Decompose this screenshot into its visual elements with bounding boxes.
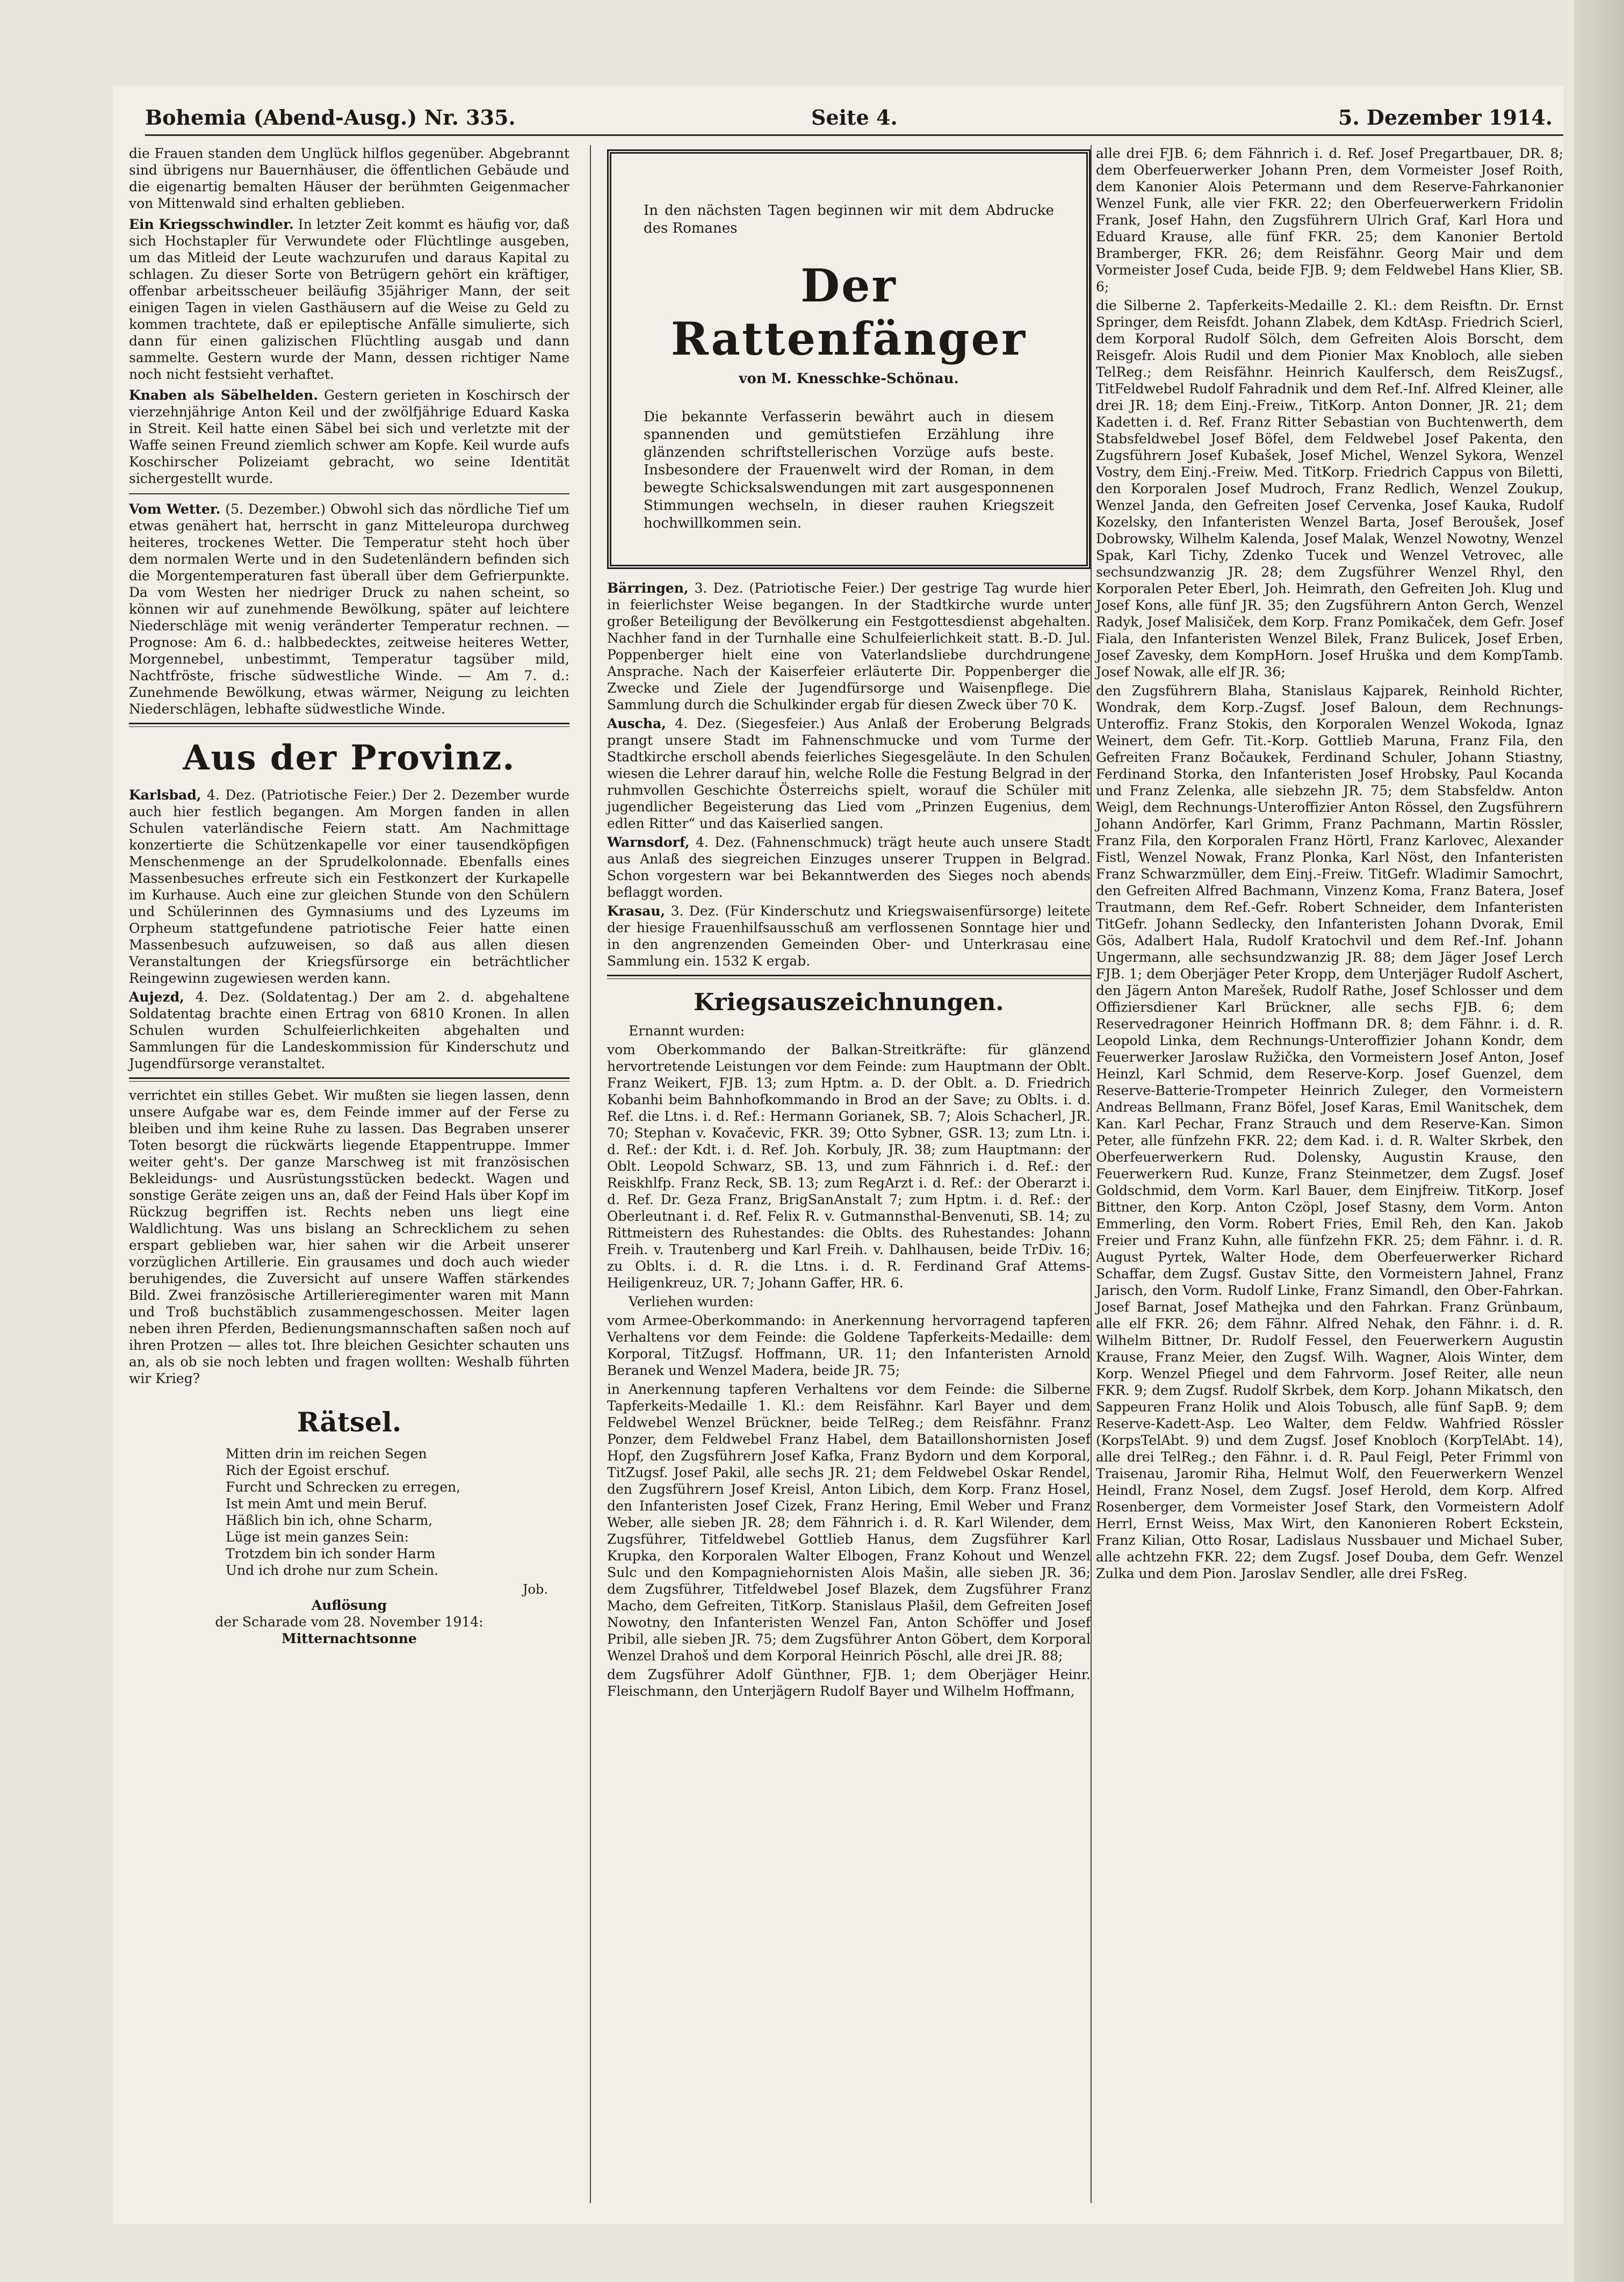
page-edge-shadow [1574, 0, 1624, 2282]
header-page-number: Seite 4. [811, 105, 898, 129]
article-kicker: Bärringen, [607, 580, 689, 596]
article-body: 3. Dez. (Patriotische Feier.) Der gestrige Tag wurde hier in feierlichster Weise begangen. In der Stadtkirche wurde unter großer Beteiligung der Bevölkerung ein Festgottesdienst abgehalten. Nachher fand in der Turnhalle eine Schulfeierlichkeit statt. B.-D. Jul. Poppenberger hielt eine von Vaterlandsliebe durchdrungene Ansprache. Nach der Kaiserfeier erläuterte Dir. Poppenberger die Zwecke und Ziele der Jugendfürsorge und Waisenpflege. Die Sammlung durch die Schulkinder ergab für diesen Zweck über 70 K. [607, 580, 1091, 712]
solution-answer: Mitternachtsonne [282, 1631, 417, 1646]
separator [129, 493, 569, 494]
article-krasau [607, 903, 1091, 969]
article-continuation: die Frauen standen dem Unglück hilflos gegenüber. Abgebrannt sind übrigens nur Bauernhäuser, die öffentlichen Gebäude und die eigenartig bemalten Häuser der berühmten Geigenmacher von Mittenwald sind erhalten geblieben. [129, 146, 569, 211]
riddle-line: Furcht und Schrecken zu erregen, [226, 1479, 461, 1495]
article-weather [129, 501, 569, 717]
article-kicker: Knaben als Säbelhelden. [129, 387, 319, 403]
article-body: 3. Dez. (Für Kinderschutz und Kriegswaisenfürsorge) leitete der hiesige Frauenhilfsausschuß am verflossenen Sonntage hier und in den angrenzenden Gemeinden Ober- und Unterkrasau eine Sammlung ein. 1532 K ergab. [607, 903, 1091, 969]
header-date: 5. Dezember 1914. [1338, 105, 1553, 129]
solution-title: Auflösung [311, 1597, 387, 1613]
article-karlsbad [129, 787, 569, 987]
article-body: 4. Dez. (Siegesfeier.) Aus Anlaß der Eroberung Belgrads prangt unsere Stadt im Fahnenschmucke und vom Turme der Stadtkirche erscholl abends feierliches Siegesgeläute. In den Schulen wiesen die Lehrer darauf hin, welche Rolle die Festung Belgrad in der ruhmvollen Geschichte Österreichs spielt, worauf die Schüler mit jugendlicher Begeisterung das Lied vom „Prinzen Eugenius, dem edlen Ritter“ und das Kaiserlied sangen. [607, 716, 1091, 831]
awards-list-1: alle drei FJB. 6; dem Fähnrich i. d. Ref. Josef Pregartbauer, DR. 8; dem Oberfeuerwerker Johann Pren, dem Vormeister Josef Roith, dem Kanonier Alois Petermann und dem Reserve-Fahrkanonier Wenzel Funk, alle vier FKR. 22; den Oberfeuerwerkern Fridolin Frank, Josef Hahn, den Zugsführern Ulrich Graf, Karl Hora und Eduard Krause, alle fünf FKR. 25; dem Kanonier Bertold Bramberger, FKR. 26; dem Reisfähnr. Georg Mair und dem Vormeister Josef Cuda, beide FJB. 9; dem Feldwebel Hans Klier, SB. 6; [1096, 146, 1563, 294]
solution-line: der Scharade vom 28. November 1914: [215, 1614, 483, 1630]
riddle-line: Mitten drin im reichen Segen [226, 1446, 427, 1462]
header-paper-issue: Bohemia (Abend-Ausg.) Nr. 335. [145, 105, 516, 129]
article-boys [129, 387, 569, 487]
column-divider [1091, 145, 1092, 2203]
article-body: In letzter Zeit kommt es häufig vor, daß sich Hochstapler für Verwundete oder Flüchtlinge ausgeben, um das Mitleid der Leute wachzurufen und daraus Kapital zu schlagen. Zu dieser Sorte von Betrügern gehört ein kräftiger, offenbar arbeitsscheuer beiläufig 35jähriger Mann, der seit einigen Tagen in vielen Gasthäusern auf die Weise zu Geld zu kommen trachtete, daß er epileptische Anfälle simulierte, sich dann für einen galizischen Flüchtling ausgab und dann sammelte. Gestern wurde der Mann, dessen richtiger Name noch nicht festsieht verhaftet. [129, 217, 569, 382]
article-auscha [607, 715, 1091, 832]
column-1 [129, 145, 569, 1647]
column-divider [590, 145, 591, 2203]
article-kicker: Krasau, [607, 903, 666, 919]
article-warnsdorf [607, 834, 1091, 901]
riddle-line: Häßlich bin ich, ohne Scharm, [226, 1513, 433, 1528]
awards-list-2: die Silberne 2. Tapferkeits-Medaille 2. Kl.: dem Reisftn. Dr. Ernst Springer, dem Reisfdt. Johann Zlabek, dem KdtAsp. Friedrich Scierl, dem Korporal Rudolf Sölch, dem Gefreiten Alois Borscht, dem Reisgefr. Alois Rudil und dem Pionier Max Knobloch, alle sieben TelReg.; dem Reisfähnr. Heinrich Kaulfersch, dem ReisZugsf., TitFeldwebel Rudolf Fahradnik und dem Ref.-Inf. Alfred Kleiner, alle drei JR. 18; dem Einj.-Freiw., TitKorp. Anton Donner, JR. 21; dem Kadetten i. d. Ref. Franz Ritter Sebastian von Buchtenwerth, dem Stabsfeldwebel Josef Böfel, dem Feldwebel Josef Pakenta, den Zugsführern Josef Kubašek, Josef Michel, Wenzel Sykora, Wenzel Vostry, dem Einj.-Freiw. Med. TitKorp. Friedrich Cappus von Biletti, den Korporalen Josef Mudroch, Franz Redlich, Wenzel Zoukup, Wenzel Janda, den Gefreiten Josef Cervenka, Josef Kauka, Rudolf Kozelsky, den Infanteristen Wenzel Barta, Josef Beroušek, Josef Dobrowsky, Wilhelm Kalenda, Josef Malak, Wenzel Nowotny, Wenzel Spak, Karl Tichy, Zdenko Tucek und Wenzel Vetrovec, alle sechsundzwanzig JR. 28; dem Zugsführer Wenzel Rhyl, den Korporalen Peter Eberl, Joh. Heimrath, den Gefreiten Joh. Klug und Josef Kons, alle fünf JR. 35; den Zugsführern Anton Gerch, Wenzel Radyk, Josef Malisiček, dem Korp. Franz Pomikaček, dem Gefr. Josef Fiala, den Infanteristen Wenzel Bilek, Franz Bulicek, Josef Erben, Josef Zavesky, dem KompHorn. Josef Hruška und dem KompTamb. Josef Nowak, alle elf JR. 36; [1096, 298, 1563, 680]
article-swindler [129, 216, 569, 383]
page-header [145, 102, 1563, 136]
article-body: 4. Dez. (Patriotische Feier.) Der 2. Dezember wurde auch hier festlich begangen. Am Morgen fanden in allen Schulen vaterländische Feiern statt. Am Nachmittage konzertierte die Schützenkapelle vor einer tausendköpfigen Menschenmenge an der Sprudelkolonnade. Ebenfalls eines Massenbesuches erfreute sich ein Festkonzert der Kurkapelle im Kurhause. Auch eine zur gleichen Stunde von den Schülern und Schülerinnen des Gymnasiums und des Lyzeums im Orpheum stattgefundene patriotische Feier hatte einen Massenbesuch aufzuweisen, so daß aus allen diesen Veranstaltungen der Kriegsfürsorge ein beträchtlicher Reingewinn zugewiesen werden kann. [129, 787, 569, 986]
novel-title: Der Rattenfänger [670, 259, 1027, 365]
article-body: (5. Dezember.) Obwohl sich das nördliche Tief um etwas genähert hat, herrscht in ganz Mitteleuropa durchweg heiteres, trockenes Wetter. Die Temperatur steht hoch über dem normalen Werte und in den Sudetenländern befinden sich die Morgentemperaturen fast überall über dem Gefrierpunkte. Da vom Westen her niedriger Druck zu nahen scheint, so können wir auf zunehmende Bewölkung, später auf leichtere Niederschläge mit wenig veränderter Temperatur rechnen. — Prognose: Am 6. d.: halbbedecktes, zeitweise heiteres Wetter, Morgennebel, unbestimmt, Temperatur tagsüber mild, Nachtfröste, frische südwestliche Winde. — Am 7. d.: Zunehmende Bewölkung, etwas wärmer, Neigung zu leichten Niederschlägen, lebhafte südwestliche Winde. [129, 501, 569, 717]
article-kicker: Ein Kriegsschwindler. [129, 217, 294, 232]
section-title-awards: Kriegsauszeichnungen. [694, 989, 1004, 1016]
section-title-province: Aus der Provinz. [183, 738, 516, 778]
novel-announcement-box [607, 149, 1091, 569]
article-front-report: verrichtet ein stilles Gebet. Wir mußten sie liegen lassen, denn unsere Aufgabe war es, dem Feinde immer auf der Ferse zu bleiben und ihm keine Ruhe zu lassen. Das Begraben unserer Toten besorgt die rückwärts liegende Etappentruppe. Immer weiter geht's. Der ganze Marschweg ist mit französischen Bekleidungs- und Ausrüstungsstücken bedeckt. Wagen und sonstige Geräte zeigen uns an, daß der Feind Hals über Kopf im Rückzug begriffen ist. Rechts neben uns liegt eine Waldlichtung. Was uns bislang an Schrecklichem zu sehen erspart geblieben war, hier sahen wir die Arbeit unserer vorzüglichen Artillerie. Ein grausames und doch auch wieder beruhigendes, die Zuversicht auf unsere Waffen stärkendes Bild. Zwei französische Artillerieregimenter waren mit Mann und Troß buchstäblich zusammengeschossen. Meiter lagen neben ihren Pferden, Bedienungsmannschaften saßen noch auf ihren Protzen — alles tot. Ihre bleichen Gesichter schauten uns an, als ob sie noch lebten und fragen wollten: Weshalb führten wir Krieg? [129, 1088, 569, 1386]
riddle-poem [129, 1445, 569, 1579]
awards-appointments: vom Oberkommando der Balkan-Streitkräfte: für glänzend hervortretende Leistungen vor dem Feinde: zum Hauptmann der Oblt. Franz Weikert, FJB. 13; zum Hptm. a. D. der Oblt. a. D. Friedrich Kobanhi beim Bahnhofkommando in Brod an der Save; zu Oblts. i. d. Ref. die Ltns. i. d. Ref.: Hermann Gorianek, SB. 7; Alois Schacherl, JR. 70; Stephan v. Kovačevic, FKR. 39; Otto Sybner, GSR. 13; zum Ltn. i. d. Ref.: der Kdt. i. d. Ref. Joh. Korbuly, JR. 38; zum Hauptmann: der Oblt. Leopold Schwarz, SB. 13, und zum Fähnrich i. d. Ref.: der Reiskhlfp. Franz Reck, SB. 13; zum RegArzt i. d. Ref.: der Oberarzt i. d. Ref. Dr. Geza Franz, BrigSanAnstalt 7; zum Hptm. i. d. Ref.: der Oberleutnant i. d. Ref. Felix R. v. Gutmannsthal-Benvenuti, SB. 14; zu Rittmeistern des Ruhestandes: die Oblts. des Ruhestandes: Johann Freih. v. Trautenberg und Karl Freih. v. Dahlhausen, beide TrDiv. 16; zu Oblts. i. d. R. die Ltns. i. d. R. Ferdinand Graf Attems-Heiligenkreuz, UR. 7; Johann Gaffer, HR. 6. [607, 1042, 1091, 1291]
riddle-line: Lüge ist mein ganzes Sein: [226, 1529, 409, 1545]
announcement-blurb: Die bekannte Verfasserin bewährt auch in diesem spannenden und gemütstiefen Erzählung ihre glänzenden schriftstellerischen Vorzüge aufs beste. Insbesondere der Frauenwelt wird der Roman, in dem bewegte Schicksalswendungen mit zart ausgesponnenen Stimmungen wechseln, in dieser rauhen Kriegszeit hochwillkommen sein. [644, 409, 1054, 531]
awards-ernannt: Ernannt wurden: [629, 1023, 745, 1039]
riddle-line: Trotzdem bin ich sonder Harm [226, 1546, 436, 1561]
article-body: Gestern gerieten in Koschirsch der vierzehnjährige Anton Keil und der zwölfjährige Eduard Kaska in Streit. Keil hatte einen Säbel bei sich und verletzte mit der Waffe seinen Freund ziemlich schwer am Kopfe. Keil wurde aufs Koschirscher Polizeiamt gebracht, wo seine Identität sichergestellt wurde. [129, 387, 569, 486]
riddle-signature: Job. [522, 1582, 548, 1597]
riddle-line: Ist mein Amt und mein Beruf. [226, 1496, 428, 1511]
article-kicker: Karlsbad, [129, 787, 201, 803]
article-kicker: Auscha, [607, 716, 666, 731]
article-body: 4. Dez. (Soldatentag.) Der am 2. d. abgehaltene Soldatentag brachte einen Ertrag von 6810 Kronen. In allen Schulen wurden Schulfeierlichkeiten abgehalten und Sammlungen für die Landeskommission für Kinderschutz und Jugendfürsorge veranstaltet. [129, 989, 569, 1071]
article-kicker: Warnsdorf, [607, 834, 690, 850]
riddle-title: Rätsel. [297, 1406, 402, 1438]
awards-jaeger: dem Zugsführer Adolf Günthner, FJB. 1; dem Oberjäger Heinr. Fleischmann, den Unterjägern Rudolf Bayer und Wilhelm Hoffmann, [607, 1667, 1091, 1699]
column-3 [1096, 145, 1563, 1584]
riddle-line: Und ich drohe nur zum Schein. [226, 1563, 439, 1578]
article-kicker: Vom Wetter. [129, 501, 221, 517]
article-kicker: Aujezd, [129, 989, 184, 1005]
novel-author: von M. Knesschke-Schönau. [739, 371, 959, 387]
awards-silver-medal: in Anerkennung tapferen Verhaltens vor dem Feinde: die Silberne Tapferkeits-Medaille 1. Kl.: dem Reisfähnr. Karl Bayer und dem Feldwebel Wenzel Brückner, beide TelReg.; dem Reisfähnr. Franz Ponzer, dem Feldwebel Franz Habel, dem Bataillonshornisten Josef Hopf, den Zugsführern Josef Kafka, Franz Bydorn und dem Korporal, TitZugsf. Josef Pakil, alle sechs JR. 21; dem Feldwebel Oskar Rendel, den Zugsführern Josef Kreisl, Anton Libich, dem Korp. Franz Hosel, den Infanteristen Josef Cizek, Franz Hering, Emil Weber und Franz Weber, alle sieben JR. 28; dem Fähnrich i. d. R. Karl Wilender, dem Zugsführer, Titfeldwebel Gottlieb Hanus, dem Zugsführer Karl Krupka, den Korporalen Walter Elbogen, Franz Kohout und Wenzel Sulc und den Kompagniehornisten Alois Mašin, alle sieben JR. 36; dem Zugsführer, Titfeldwebel Josef Blazek, dem Zugsführer Franz Macho, dem Gefreiten, TitKorp. Stanislaus Plašil, dem Gefreiten Josef Nowotny, den Infanteristen Wenzel Fan, Anton Schöffer und Josef Pribil, alle sieben JR. 75; dem Zugsführer Anton Göbert, dem Korporal Wenzel Drahoš und dem Korporal Heinrich Pöschl, alle drei JR. 88; [607, 1381, 1091, 1664]
awards-list-3: den Zugsführern Blaha, Stanislaus Kajparek, Reinhold Richter, Wondrak, dem Korp.-Zugsf. Josef Baloun, dem Rechnungs-Unteroffiz. Franz Stokis, den Korporalen Wenzel Wokoda, Ignaz Weinert, dem Gefr. Tit.-Korp. Gottlieb Maruna, Franz Fila, den Gefreiten Franz Bočaukek, Ferdinand Schuler, Johann Stiastny, Ferdinand Storka, den Infanteristen Josef Hrobsky, Paul Kocanda und Franz Zelenka, alle siebzehn JR. 75; dem Stabsfeldw. Anton Weigl, dem Rechnungs-Unteroffizier Anton Rössel, den Zugsführern Johann Andörfer, Karl Grimm, Franz Pachmann, Martin Rössler, Franz Fila, den Korporalen Franz Hörtl, Franz Karlovec, Alexander Fistl, Wenzel Nowak, Franz Plonka, Karl Nöst, den Infanteristen Franz Schwarzmüller, dem Einj.-Freiw. TitGefr. Wladimir Samochrt, den Gefreiten Alfred Bachmann, Vinzenz Koma, Franz Batera, Josef Trautmann, dem Ref.-Gefr. Robert Schneider, dem Infanteristen TitGefr. Johann Sedlecky, den Infanteristen Johann Dvorak, Emil Gös, Adalbert Hala, Rudolf Kratochvil und dem Ref.-Inf. Johann Ungermann, alle sechsundzwanzig JR. 88; dem Jäger Josef Lerch FJB. 1; dem Oberjäger Peter Kropp, dem Unterjäger Rudolf Aschert, den Jägern Anton Marešek, Rudolf Rathe, Josef Schlosser und dem Offiziersdiener Karl Brückner, alle sechs FJB. 6; dem Reservedragoner Heinrich Hoffmann DR. 8; dem Fähnr. i. d. R. Leopold Linka, dem Rechnungs-Unteroffizier Johann Kondr, dem Feuerwerker Jaroslaw Ružička, den Vormeistern Josef Anton, Josef Heinzl, Karl Schmid, dem Reserve-Korp. Josef Guenzel, dem Reserve-Batterie-Trompeter Heinrich Zuleger, den Vormeistern Andreas Bellmann, Franz Böfel, Josef Karas, Emil Wanitschek, dem Kan. Karl Pechar, Franz Strauch und dem Reserve-Kan. Simon Peter, alle fünfzehn FKR. 22; dem Kad. i. d. R. Walter Skrbek, den Oberfeuerwerkern Rud. Dolensky, Augustin Krause, den Feuerwerkern Rud. Kunze, Franz Steinmetzer, dem Zugsf. Josef Goldschmid, dem Vorm. Karl Bauer, dem Einjfreiw. TitKorp. Josef Bittner, den Korp. Anton Czöpl, Josef Stasny, dem Vorm. Anton Emmerling, den Vorm. Robert Fries, Emil Reh, den Kan. Jakob Freier und Franz Kuhn, alle fünfzehn FKR. 25; dem Fähnr. i. d. R. August Pyrtek, Walter Hode, dem Oberfeuerwerker Richard Schaffar, dem Zugsf. Gustav Sitte, den Vormeistern Jahnel, Franz Jarisch, den Vorm. Rudolf Linke, Franz Simandl, den Ober-Fahrkan. Josef Barnat, Josef Mathejka und den Fahrkan. Franz Grünbaum, alle elf FKR. 26; dem Fähnr. Alfred Nehak, den Fähnr. i. d. R. Wilhelm Bittner, Dr. Rudolf Fessel, den Feuerwerkern Augustin Krause, Franz Meier, den Zugsf. Wilh. Wagner, Alois Winter, dem Korp. Wenzel Pfiegel und dem Fahrvorm. Josef Reiter, alle neun FKR. 9; dem Zugsf. Rudolf Skrbek, dem Korp. Johann Mikatsch, den Sappeuren Franz Holik und Alois Tobusch, alle fünf SapB. 9; dem Reserve-Kadett-Asp. Leo Walter, dem Feldw. Wahfried Rössler (KorpsTelAbt. 9) und dem Zugsf. Josef Knobloch (KorpTelAbt. 14), alle drei TelReg.; den Fähnr. i. d. R. Paul Feigl, Peter Frimml von Traisenau, Jaromir Riha, Helmut Wolf, den Feuerwerkern Wenzel Heindl, Franz Nosel, dem Zugsf. Josef Herold, dem Korp. Alfred Rosenberger, dem Vormeister Josef Stark, den Vormeistern Adolf Herrl, Ernst Weiss, Max Wirt, den Kanonieren Robert Eckstein, Franz Kilian, Otto Rosar, Ladislaus Nussbauer und Michael Suber, alle achtzehn FKR. 22; dem Zugsf. Josef Douba, dem Gefr. Wenzel Zulka und dem Pion. Jaroslav Sendler, alle drei FsReg. [1096, 683, 1563, 1581]
column-2 [607, 145, 1091, 1702]
separator [129, 1077, 569, 1082]
announcement-intro: In den nächsten Tagen beginnen wir mit dem Abdrucke des Romanes [644, 203, 1054, 236]
separator [129, 723, 569, 727]
separator [607, 975, 1091, 979]
riddle-line: Rich der Egoist erschuf. [226, 1463, 390, 1478]
article-aujezd [129, 989, 569, 1072]
article-body: 4. Dez. (Fahnenschmuck) trägt heute auch unsere Stadt aus Anlaß des siegreichen Einzuges unserer Truppen in Belgrad. Schon vorgestern war bei Bekanntwerden des Sieges noch abends beflaggt worden. [607, 834, 1091, 900]
awards-verliehen: Verliehen wurden: [629, 1294, 754, 1309]
awards-gold-medal: vom Armee-Oberkommando: in Anerkennung hervorragend tapferen Verhaltens vor dem Feinde: die Goldene Tapferkeits-Medaille: dem Korporal, TitZugsf. Hoffmann, UR. 11; den Infanteristen Arnold Beranek und Wenzel Madera, beide JR. 75; [607, 1313, 1091, 1378]
article-baerringen [607, 580, 1091, 713]
